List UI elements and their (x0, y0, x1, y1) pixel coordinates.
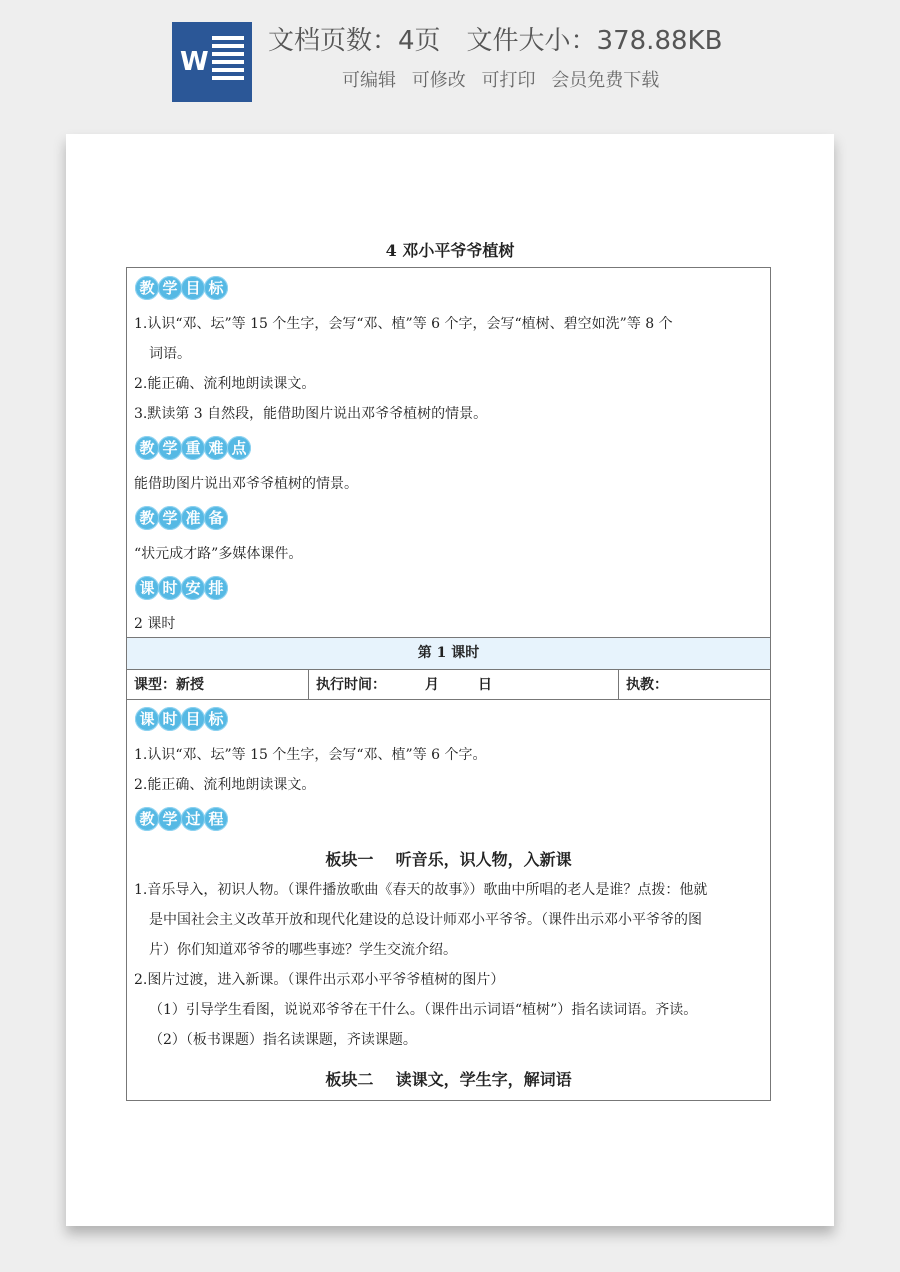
heading-schedule: 课 时 安 排 (135, 576, 227, 602)
block-one-line-1: 1.音乐导入，初识人物。（课件播放歌曲《春天的故事》）歌曲中所唱的老人是谁？点拨：他就 (134, 882, 708, 898)
lesson-hour-title: 第 1 课时 (126, 638, 771, 670)
preparation-line: “状元成才路”多媒体课件。 (134, 546, 303, 562)
heading-teaching-goals: 教 学 目 标 (135, 276, 227, 302)
block-one-line-5: （1）引导学生看图，说说邓爷爷在干什么。（课件出示词语“植树”）指名读词语。齐读。 (149, 1002, 698, 1018)
feature-editable: 可编辑 (342, 70, 396, 91)
page-count: 文档页数：4页 (268, 26, 441, 56)
feature-modifiable: 可修改 (411, 70, 466, 91)
document-page (66, 134, 834, 1226)
word-document-icon: W (172, 22, 252, 102)
file-size: 文件大小：378.88KB (466, 26, 723, 56)
file-info (268, 20, 748, 57)
goal-line-2: 词语。 (149, 346, 191, 362)
schedule-line: 2 课时 (134, 616, 176, 632)
goal-line-4: 3.默读第 3 自然段，能借助图片说出邓爷爷植树的情景。 (134, 406, 488, 422)
block-one-line-4: 2.图片过渡，进入新课。（课件出示邓小平爷爷植树的图片） (134, 972, 505, 988)
key-points-line: 能借助图片说出邓爷爷植树的情景。 (134, 476, 358, 492)
feature-list (342, 66, 669, 92)
heading-hour-goals: 课 时 目 标 (135, 707, 227, 733)
heading-preparation: 教 学 准 备 (135, 506, 227, 532)
download-banner (0, 0, 900, 118)
heading-teaching-process: 教 学 过 程 (135, 807, 227, 833)
feature-free-download: 会员免费下载 (551, 70, 660, 91)
lesson-overview-box (126, 267, 771, 638)
goal-line-1: 1.认识“邓、坛”等 15 个生字，会写“邓、植”等 6 个字，会写“植树、碧空如洗”等 8 个 (134, 316, 673, 332)
goal-line-3: 2.能正确、流利地朗读课文。 (134, 376, 316, 392)
hour-goal-line-1: 1.认识“邓、坛”等 15 个生字，会写“邓、植”等 6 个字。 (134, 747, 487, 763)
block-one-line-2: 是中国社会主义改革开放和现代化建设的总设计师邓小平爷爷。（课件出示邓小平爷爷的图 (149, 912, 702, 928)
block-one-line-6: （2）（板书课题）指名读课题，齐读课题。 (149, 1032, 417, 1048)
lesson-title: 4 邓小平爷爷植树 (385, 241, 515, 260)
lesson-time-cell: 执行时间： 月 日 (309, 670, 619, 699)
block-two-title: 板块二 读课文，学生字，解词语 (325, 1070, 572, 1089)
lesson-info-row (126, 669, 771, 700)
block-one-title: 板块一 听音乐，识人物，入新课 (325, 850, 572, 869)
hour-goal-line-2: 2.能正确、流利地朗读课文。 (134, 777, 316, 793)
lesson-process-box (126, 699, 771, 1101)
lesson-type-cell: 课型：新授 (127, 670, 309, 699)
lesson-teacher-cell: 执教： (626, 677, 668, 693)
heading-key-points: 教 学 重 难 点 (135, 436, 250, 462)
feature-printable: 可打印 (481, 70, 536, 91)
block-one-line-3: 片）你们知道邓爷爷的哪些事迹？学生交流介绍。 (149, 942, 457, 958)
